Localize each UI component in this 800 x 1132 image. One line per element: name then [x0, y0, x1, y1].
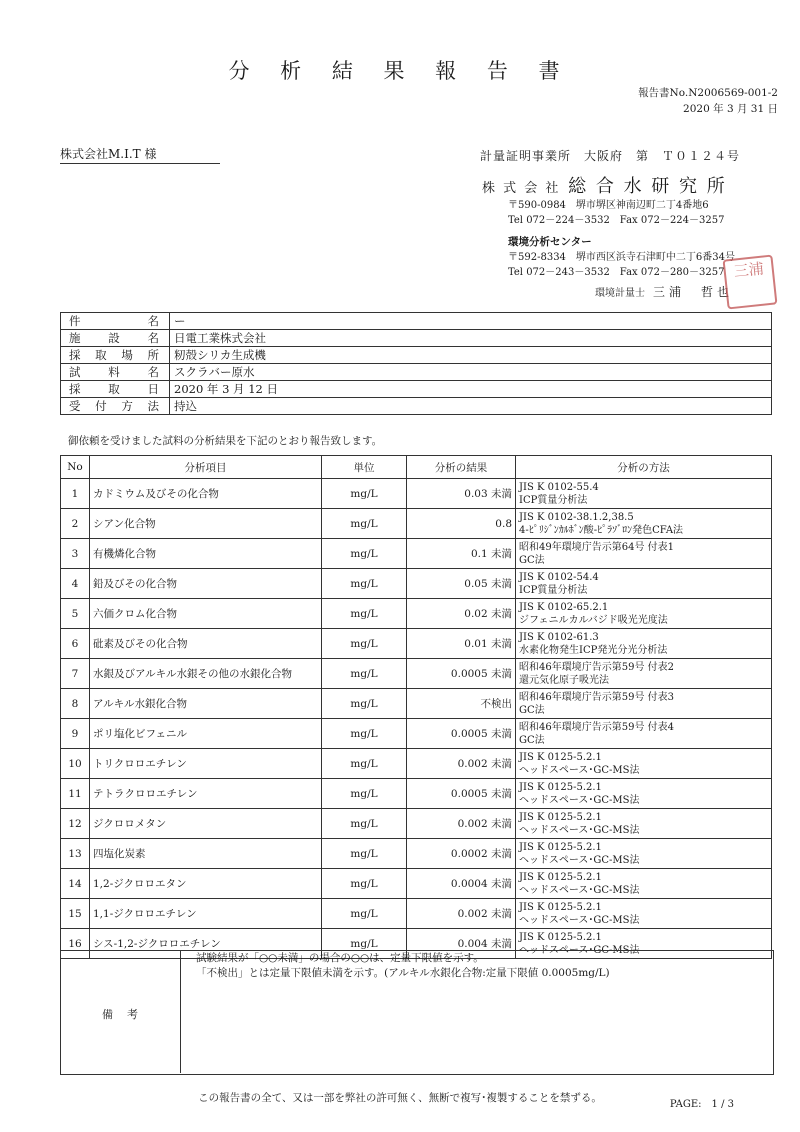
- row-result: 0.01 未満: [407, 629, 516, 659]
- row-result: 0.0002 未満: [407, 839, 516, 869]
- row-method: [516, 719, 772, 749]
- row-item: 六価クロム化合物: [90, 599, 322, 629]
- row-method: [516, 599, 772, 629]
- row-result: 0.002 未満: [407, 749, 516, 779]
- table-row: [61, 509, 772, 539]
- table-row: [61, 749, 772, 779]
- copyright-notice: この報告書の全て、又は一部を弊社の許可無く、無断で複写･複製することを禁ずる。: [198, 1092, 602, 1104]
- table-row: [61, 599, 772, 629]
- row-no: 8: [61, 689, 90, 719]
- client-name: 株式会社M.I.T 様: [60, 147, 157, 161]
- row-unit: mg/L: [322, 839, 407, 869]
- report-number: 報告書No.N2006569-001-2: [638, 87, 778, 99]
- method-line: 4-ﾋﾟﾘｼﾞﾝｶﾙﾎﾞﾝ酸-ﾋﾟﾗｿﾞﾛﾝ発色CFA法: [519, 524, 684, 536]
- info-row: [61, 347, 772, 364]
- row-no: 3: [61, 539, 90, 569]
- method-line: 還元気化原子吸光法: [519, 674, 609, 686]
- row-item: 有機燐化合物: [90, 539, 322, 569]
- row-unit: mg/L: [322, 929, 407, 959]
- method-line: ジフェニルカルバジド吸光光度法: [519, 614, 668, 626]
- row-item: アルキル水銀化合物: [90, 689, 322, 719]
- header-unit: 単位: [322, 456, 407, 479]
- personal-seal-stamp: 三浦: [723, 255, 778, 310]
- measurer-name: 三浦 哲也: [653, 285, 734, 299]
- table-row: [61, 809, 772, 839]
- info-row: [61, 313, 772, 330]
- sample-info-table: [60, 312, 772, 415]
- row-result: 0.002 未満: [407, 899, 516, 929]
- row-unit: mg/L: [322, 509, 407, 539]
- info-value: スクラバー原水: [170, 364, 772, 381]
- table-row: [61, 899, 772, 929]
- method-line: JIS K 0102-38.1.2,38.5: [519, 511, 634, 523]
- row-unit: mg/L: [322, 659, 407, 689]
- report-meta: [638, 85, 778, 117]
- row-method: [516, 629, 772, 659]
- company-main-name: 総 合 水 研 究 所: [568, 176, 727, 197]
- row-no: 1: [61, 479, 90, 509]
- method-line: JIS K 0125-5.2.1: [519, 811, 602, 823]
- info-label: 受付方法: [61, 398, 170, 415]
- method-line: ICP質量分析法: [519, 494, 588, 506]
- measurer-title: 環境計量士: [595, 288, 645, 299]
- method-line: JIS K 0102-55.4: [519, 481, 599, 493]
- row-method: [516, 839, 772, 869]
- row-no: 4: [61, 569, 90, 599]
- phone-line: Tel 072－224－3532 Fax 072－224－3257: [508, 215, 725, 226]
- row-item: 水銀及びアルキル水銀その他の水銀化合物: [90, 659, 322, 689]
- row-result: 0.0005 未満: [407, 779, 516, 809]
- row-item: 砒素及びその化合物: [90, 629, 322, 659]
- row-no: 14: [61, 869, 90, 899]
- method-line: JIS K 0102-61.3: [519, 631, 599, 643]
- row-method: [516, 779, 772, 809]
- results-header-row: [61, 456, 772, 479]
- row-unit: mg/L: [322, 629, 407, 659]
- info-label: 採取場所: [61, 347, 170, 364]
- info-value: ー: [170, 313, 772, 330]
- remarks-label-cell: [60, 950, 181, 1073]
- header-result: 分析の結果: [407, 456, 516, 479]
- address-line: 〒592-8334 堺市西区浜寺石津町中二丁6番34号: [508, 252, 736, 263]
- row-unit: mg/L: [322, 779, 407, 809]
- row-item: ポリ塩化ビフェニル: [90, 719, 322, 749]
- row-no: 10: [61, 749, 90, 779]
- method-line: ヘッドスペース･GC-MS法: [519, 944, 640, 956]
- method-line: GC法: [519, 734, 545, 746]
- row-method: [516, 809, 772, 839]
- method-line: 昭和46年環境庁告示第59号 付表2: [519, 661, 674, 673]
- method-line: ヘッドスペース･GC-MS法: [519, 794, 640, 806]
- row-result: 0.002 未満: [407, 809, 516, 839]
- row-method: [516, 869, 772, 899]
- row-item: テトラクロロエチレン: [90, 779, 322, 809]
- row-no: 13: [61, 839, 90, 869]
- row-unit: mg/L: [322, 899, 407, 929]
- row-item: 1,1-ジクロロエチレン: [90, 899, 322, 929]
- info-value: 日電工業株式会社: [170, 330, 772, 347]
- row-no: 12: [61, 809, 90, 839]
- table-row: [61, 569, 772, 599]
- analysis-center-name: 環境分析センター: [508, 236, 592, 248]
- center-address: [508, 250, 735, 280]
- row-unit: mg/L: [322, 479, 407, 509]
- method-line: 昭和46年環境庁告示第59号 付表3: [519, 691, 674, 703]
- row-no: 7: [61, 659, 90, 689]
- row-item: 四塩化炭素: [90, 839, 322, 869]
- method-line: ヘッドスペース･GC-MS法: [519, 914, 640, 926]
- certification-number: 計量証明事業所 大阪府 第 Ｔ０１２４号: [480, 149, 741, 163]
- method-line: JIS K 0102-65.2.1: [519, 601, 609, 613]
- row-method: [516, 539, 772, 569]
- row-unit: mg/L: [322, 869, 407, 899]
- table-row: [61, 839, 772, 869]
- row-unit: mg/L: [322, 539, 407, 569]
- page-number: PAGE: 1 / 3: [669, 1099, 734, 1110]
- info-label: 試料名: [61, 364, 170, 381]
- row-unit: mg/L: [322, 719, 407, 749]
- table-row: [61, 869, 772, 899]
- header-no: No: [61, 456, 90, 479]
- table-row: [61, 779, 772, 809]
- row-result: 0.004 未満: [407, 929, 516, 959]
- row-method: [516, 659, 772, 689]
- remarks-text: [196, 951, 610, 981]
- intro-note: 御依頼を受けました試料の分析結果を下記のとおり報告致します。: [68, 435, 383, 447]
- method-line: ヘッドスペース･GC-MS法: [519, 824, 640, 836]
- method-line: JIS K 0125-5.2.1: [519, 751, 602, 763]
- remarks-line: 「不検出」とは定量下限値未満を示す。(アルキル水銀化合物:定量下限値 0.0005mg/L): [196, 967, 610, 979]
- remarks-label: 備考: [102, 1008, 152, 1021]
- address-line: 〒590-0984 堺市堺区神南辺町二丁4番地6: [508, 200, 709, 211]
- row-result: 0.05 未満: [407, 569, 516, 599]
- method-line: JIS K 0125-5.2.1: [519, 901, 602, 913]
- row-unit: mg/L: [322, 569, 407, 599]
- method-line: JIS K 0102-54.4: [519, 571, 599, 583]
- row-no: 2: [61, 509, 90, 539]
- row-method: [516, 899, 772, 929]
- method-line: 水素化物発生ICP発光分光分析法: [519, 644, 668, 656]
- info-value: 持込: [170, 398, 772, 415]
- table-row: [61, 719, 772, 749]
- row-no: 15: [61, 899, 90, 929]
- header-method: 分析の方法: [516, 456, 772, 479]
- row-unit: mg/L: [322, 689, 407, 719]
- method-line: JIS K 0125-5.2.1: [519, 931, 602, 943]
- row-no: 16: [61, 929, 90, 959]
- row-result: 0.0005 未満: [407, 659, 516, 689]
- row-item: トリクロロエチレン: [90, 749, 322, 779]
- row-result: 0.8: [407, 509, 516, 539]
- row-method: [516, 569, 772, 599]
- info-label: 件名: [61, 313, 170, 330]
- table-row: [61, 479, 772, 509]
- remarks-line: 試験結果が「○○未満」の場合の○○は、定量下限値を示す。: [196, 952, 484, 964]
- company-name: [482, 172, 727, 198]
- info-row: [61, 364, 772, 381]
- client-underline: [60, 163, 220, 164]
- row-result: 0.0005 未満: [407, 719, 516, 749]
- company-address: [508, 198, 724, 228]
- row-item: 1,2-ジクロロエタン: [90, 869, 322, 899]
- table-row: [61, 629, 772, 659]
- info-value: 籾殻シリカ生成機: [170, 347, 772, 364]
- row-item: シアン化合物: [90, 509, 322, 539]
- row-method: [516, 749, 772, 779]
- info-label: 施設名: [61, 330, 170, 347]
- company-prefix: 株 式 会 社: [482, 181, 561, 196]
- info-row: [61, 330, 772, 347]
- method-line: 昭和49年環境庁告示第64号 付表1: [519, 541, 674, 553]
- method-line: JIS K 0125-5.2.1: [519, 871, 602, 883]
- table-row: [61, 659, 772, 689]
- row-result: 0.1 未満: [407, 539, 516, 569]
- row-unit: mg/L: [322, 749, 407, 779]
- row-result: 0.0004 未満: [407, 869, 516, 899]
- info-row: [61, 381, 772, 398]
- header-item: 分析項目: [90, 456, 322, 479]
- results-table: [60, 455, 772, 959]
- table-row: [61, 539, 772, 569]
- method-line: ICP質量分析法: [519, 584, 588, 596]
- row-item: シス-1,2-ジクロロエチレン: [90, 929, 322, 959]
- method-line: 昭和46年環境庁告示第59号 付表4: [519, 721, 674, 733]
- row-no: 11: [61, 779, 90, 809]
- info-value: 2020 年 3 月 12 日: [170, 381, 772, 398]
- row-no: 5: [61, 599, 90, 629]
- row-result: 0.03 未満: [407, 479, 516, 509]
- row-unit: mg/L: [322, 809, 407, 839]
- report-date: 2020 年 3 月 31 日: [683, 103, 778, 115]
- row-result: 0.02 未満: [407, 599, 516, 629]
- method-line: JIS K 0125-5.2.1: [519, 781, 602, 793]
- method-line: ヘッドスペース･GC-MS法: [519, 884, 640, 896]
- row-item: 鉛及びその化合物: [90, 569, 322, 599]
- method-line: ヘッドスペース･GC-MS法: [519, 764, 640, 776]
- document-title: 分 析 結 果 報 告 書: [228, 59, 572, 83]
- environmental-measurer: [595, 283, 733, 300]
- row-item: ジクロロメタン: [90, 809, 322, 839]
- row-method: [516, 509, 772, 539]
- method-line: JIS K 0125-5.2.1: [519, 841, 602, 853]
- row-item: カドミウム及びその化合物: [90, 479, 322, 509]
- phone-line: Tel 072－243－3532 Fax 072－280－3257: [508, 267, 725, 278]
- row-no: 9: [61, 719, 90, 749]
- info-row: [61, 398, 772, 415]
- row-method: [516, 689, 772, 719]
- method-line: ヘッドスペース･GC-MS法: [519, 854, 640, 866]
- row-unit: mg/L: [322, 599, 407, 629]
- method-line: GC法: [519, 554, 545, 566]
- method-line: GC法: [519, 704, 545, 716]
- info-label: 採取日: [61, 381, 170, 398]
- table-row: [61, 689, 772, 719]
- row-no: 6: [61, 629, 90, 659]
- row-method: [516, 479, 772, 509]
- row-result: 不検出: [407, 689, 516, 719]
